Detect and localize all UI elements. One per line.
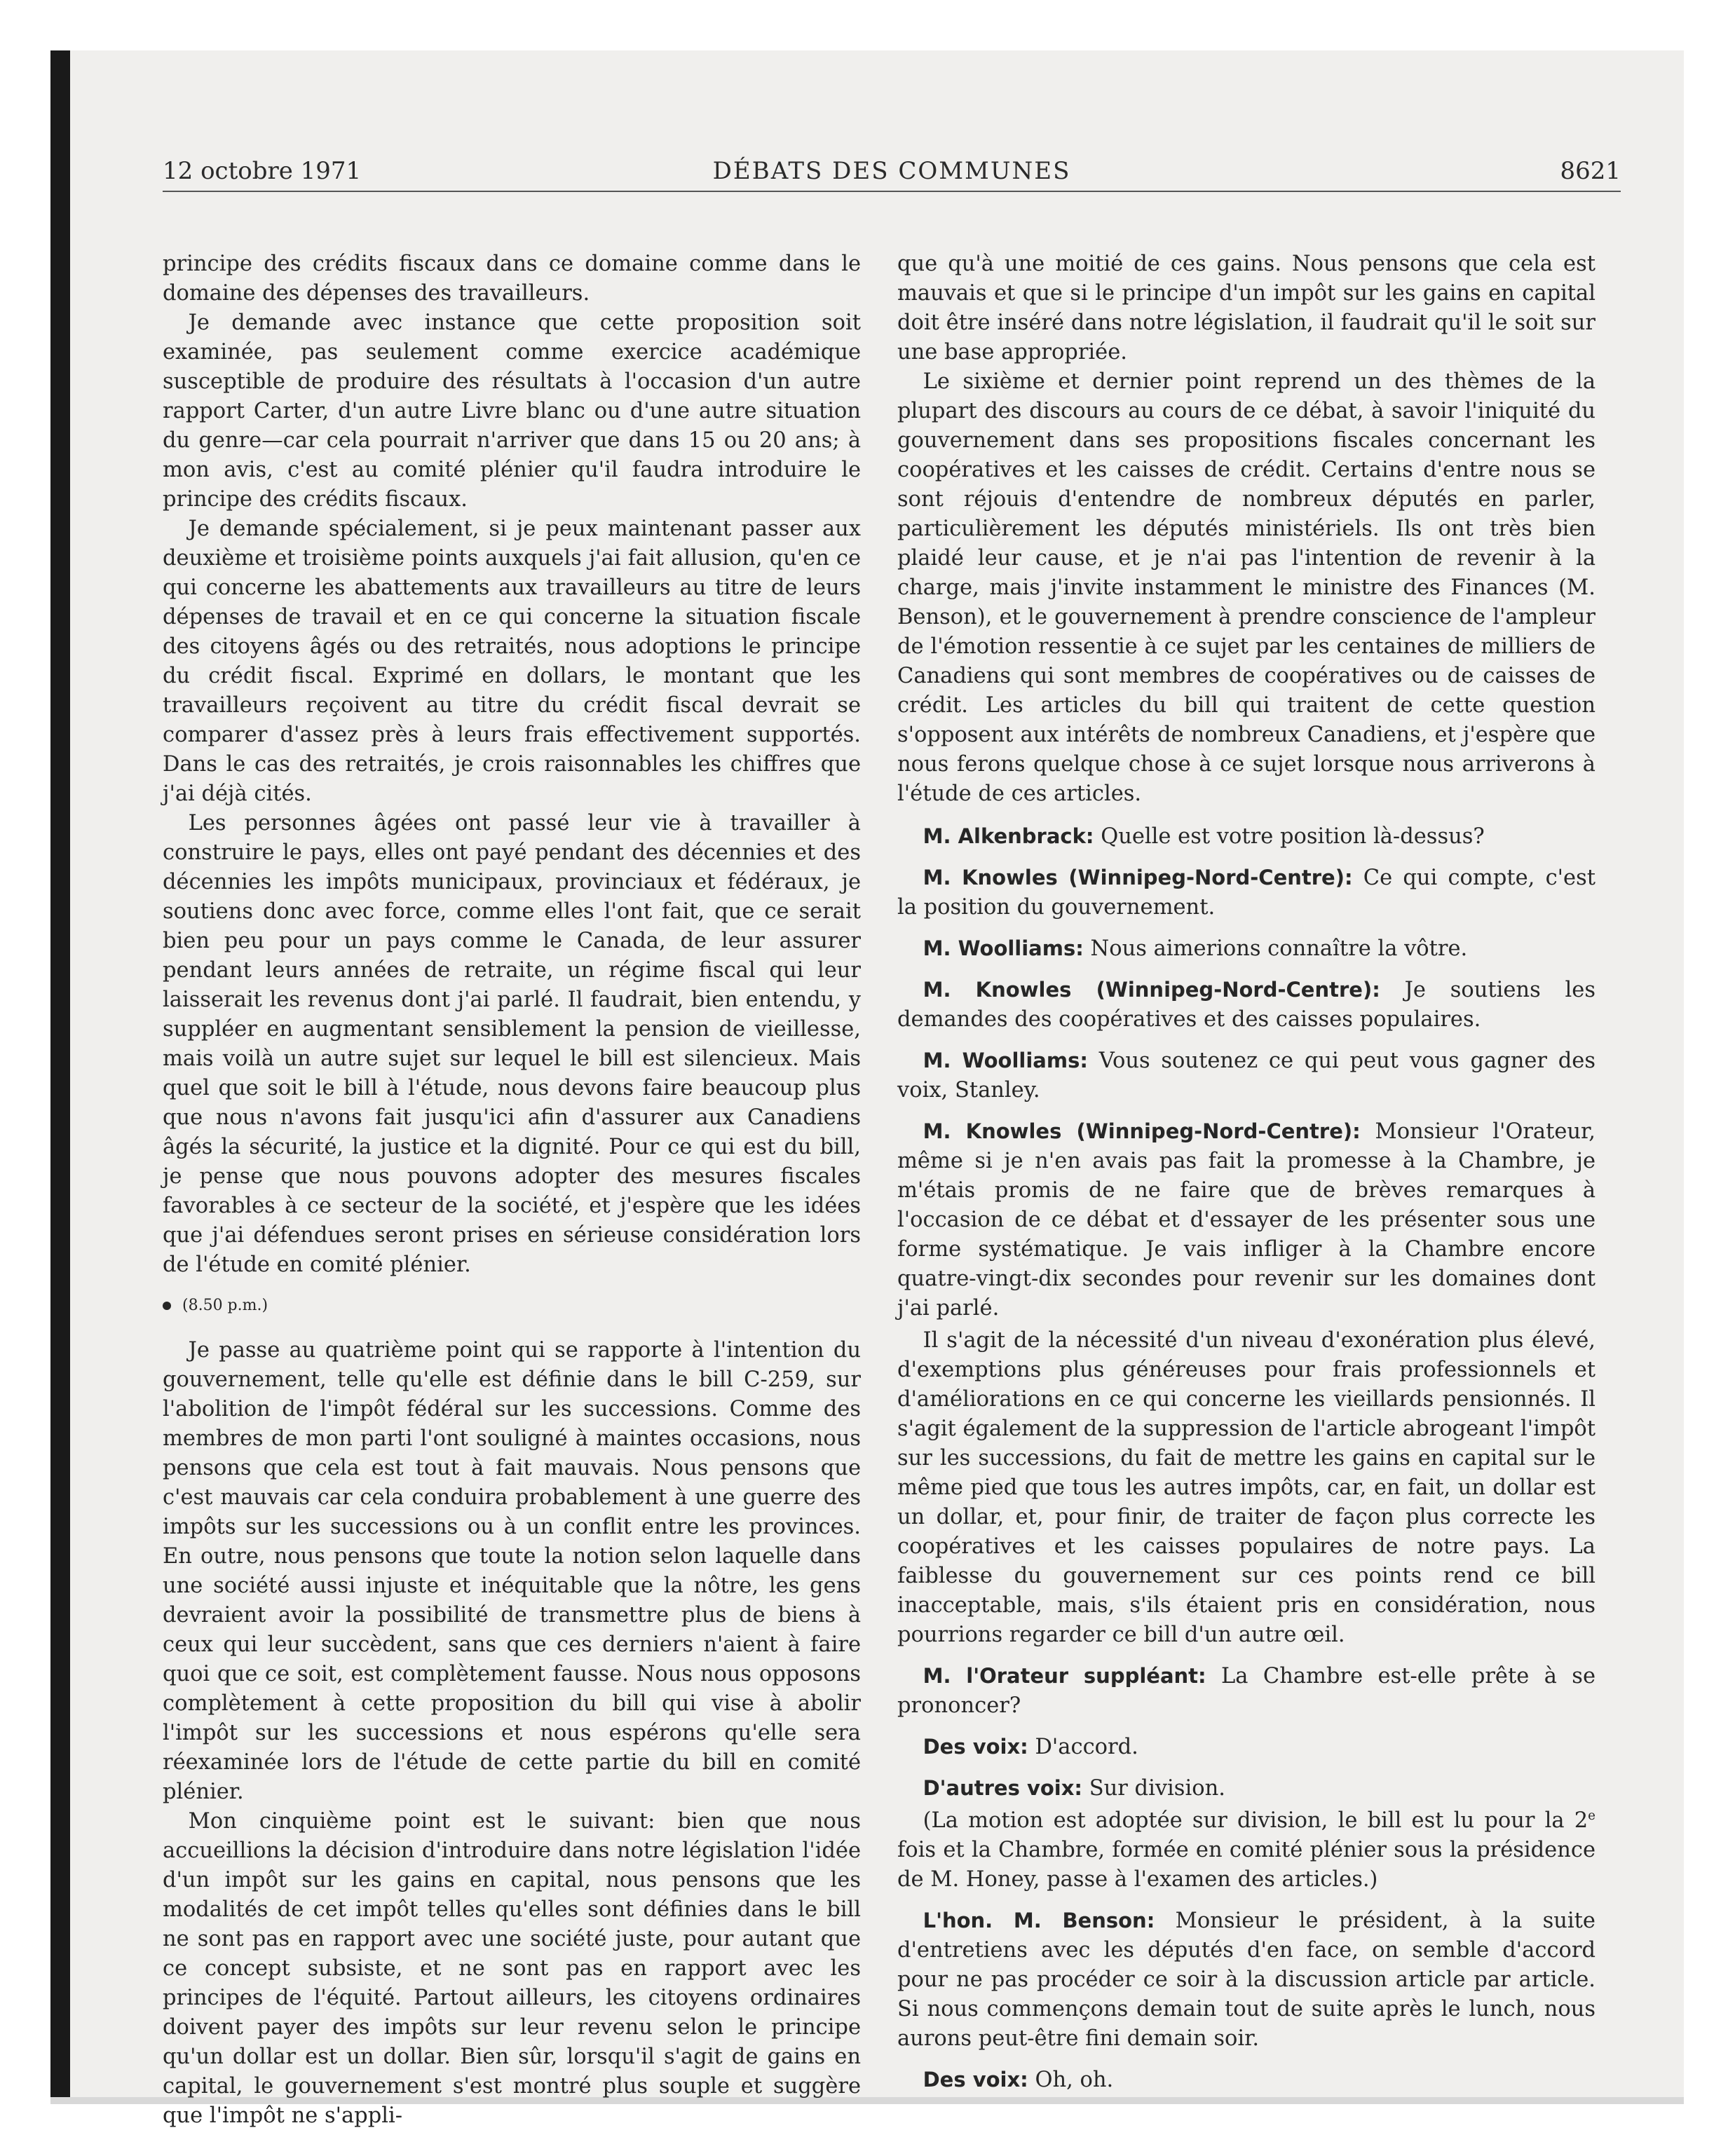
paragraph: Je demande spécialement, si je peux maintenant passer aux deuxième et troisième points auxquels j'ai fait allusion, qu'en ce qui concerne les abattements aux travailleurs au titre de leurs dépenses de travail et en ce qui concerne la situation fiscale des citoyens âgés ou des retraités, nous adoptions le principe du crédit fiscal. Exprimé en dollars, le montant que les travailleurs reçoivent au titre du crédit fiscal devrait se comparer d'assez près à leurs frais effectivement supportés. Dans le cas des retraités, je crois raisonnables les chiffres que j'ai déjà cités. (163, 517, 861, 806)
speech-entry (897, 821, 1595, 852)
speech-text: Quelle est votre position là-dessus? (1101, 824, 1485, 849)
speech-entry (897, 1773, 1595, 1803)
speech-entry (897, 1117, 1595, 1323)
timestamp-text: (8.50 p.m.) (182, 1297, 268, 1314)
paragraph: que qu'à une moitié de ces gains. Nous pensons que cela est mauvais et que si le principe d'un impôt sur les gains en capital doit être inséré dans notre législation, il faudrait qu'il le soit sur une base appropriée. (897, 252, 1595, 364)
speaker-name: M. Alkenbrack: (923, 824, 1094, 848)
speech-text: Monsieur le président, à la suite d'entretiens avec les députés d'en face, on semble d'accord pour ne pas procéder ce soir à la discussion article par article. Si nous commençons demain tout de suite après le lunch, nous aurons peut-être fini demain soir. (897, 1909, 1595, 2051)
paragraph: Je passe au quatrième point qui se rapporte à l'intention du gouvernement, telle qu'elle est définie dans le bill C-259, sur l'abolition de l'impôt fédéral sur les successions. Comme des membres de mon parti l'ont souligné à maintes occasions, nous pensons que cela est tout à fait mauvais. Nous pensons que c'est mauvais car cela conduira probablement à une guerre des impôts sur les successions ou à un conflit entre les provinces. En outre, nous pensons que toute la notion selon laquelle dans une société aussi injuste et inéquitable que la nôtre, les gens devraient avoir la possibilité de transmettre plus de biens à ceux qui leur succèdent, sans que ces derniers n'aient à faire quoi que ce soit, est complètement fausse. Nous nous opposons complètement à cette proposition du bill qui vise à abolir l'impôt sur les successions et nous espérons qu'elle sera réexaminée lors de l'étude de cette partie du bill en comité plénier. (163, 1338, 861, 1804)
speech-entry (897, 934, 1595, 964)
speaker-name: Des voix: (923, 2068, 1028, 2092)
speech-text: Oh, oh. (1035, 2068, 1114, 2092)
speaker-name: M. Knowles (Winnipeg-Nord-Centre): (923, 978, 1380, 1002)
paragraph: Mon cinquième point est le suivant: bien que nous accueillions la décision d'introduire dans notre législation l'idée d'un impôt sur les gains en capital, nous pensons que les modalités de cet impôt telles qu'elles sont définies dans le bill ne sont pas en rapport avec une société juste, pour autant que ce concept subsiste, et ne sont pas en rapport avec les principes de l'équité. Partout ailleurs, les citoyens ordinaires doivent payer des impôts sur leur revenu selon le principe qu'un dollar est un dollar. Bien sûr, lorsqu'il s'agit de gains en capital, le gouvernement s'est montré plus souple et suggère que l'impôt ne s'appli- (163, 1809, 861, 2128)
speaker-name: M. Knowles (Winnipeg-Nord-Centre): (923, 866, 1353, 889)
speech-text: Nous aimerions connaître la vôtre. (1090, 936, 1468, 961)
speaker-name: L'hon. M. Benson: (923, 1909, 1155, 1932)
page-number: 8621 (1560, 157, 1621, 185)
header-title: DÉBATS DES COMMUNES (712, 157, 1071, 185)
procedural-note (897, 1806, 1595, 1895)
speech-text: D'accord. (1035, 1735, 1138, 1759)
speaker-name: M. Woolliams: (923, 936, 1084, 960)
speech-entry (897, 2065, 1595, 2095)
speech-text: La Chambre est-elle prête à se prononcer? (897, 1664, 1595, 1718)
speaker-name: M. Knowles (Winnipeg-Nord-Centre): (923, 1119, 1361, 1143)
speech-entry (897, 1661, 1595, 1721)
speech-entry (897, 1906, 1595, 2054)
header-date: 12 octobre 1971 (163, 157, 362, 185)
paragraph: Les personnes âgées ont passé leur vie à travailler à construire le pays, elles ont payé pendant des décennies et des décennies les impôts municipaux, provinciaux et fédéraux, je soutiens donc avec force, comme elles l'ont fait, que ce serait bien peu pour un pays comme le Canada, de leur assurer pendant leurs années de retraite, un régime fiscal qui leur laisserait les revenus dont j'ai parlé. Il faudrait, bien entendu, y suppléer en augmentant sensiblement la pension de vieillesse, mais voilà un autre sujet sur lequel le bill est silencieux. Mais quel que soit le bill à l'étude, nous devons faire beaucoup plus que nous n'avons fait jusqu'ici afin d'assurer aux Canadiens âgés la sécurité, la justice et la dignité. Pour ce qui est du bill, je pense que nous pouvons adopter des mesures fiscales favorables à ce secteur de la société, et j'espère que les idées que j'ai défendues seront prises en sérieuse considération lors de l'étude en comité plénier. (163, 811, 861, 1277)
bullet-icon (163, 1302, 171, 1310)
speech-text: Vous soutenez ce qui peut vous gagner des voix, Stanley. (897, 1049, 1596, 1103)
speaker-name: M. Woolliams: (923, 1049, 1088, 1072)
timestamp (163, 1291, 861, 1321)
speaker-name: Des voix: (923, 1735, 1028, 1759)
speaker-name: D'autres voix: (923, 1776, 1083, 1800)
left-column (163, 250, 861, 2131)
right-column (897, 250, 1595, 2095)
speech-text: Ce qui compte, c'est la position du gouvernement. (897, 866, 1595, 920)
speech-entry (897, 1046, 1595, 1105)
paragraph: Le sixième et dernier point reprend un des thèmes de la plupart des discours au cours de ce débat, à savoir l'iniquité du gouvernement dans ses propositions fiscales concernant les coopératives et les caisses de crédit. Certains d'entre nous se sont réjouis d'entendre de nombreux députés en parler, particulièrement les députés ministériels. Ils ont très bien plaidé leur cause, et je n'ai pas l'intention de revenir à la charge, mais j'invite instamment le ministre des Finances (M. Benson), et le gouvernement à prendre conscience de l'ampleur de l'émotion ressentie à ce sujet par les centaines de milliers de Canadiens qui sont membres de coopératives ou de caisses de crédit. Les articles du bill qui traitent de cette question s'opposent aux intérêts de nombreux Canadiens, et j'espère que nous ferons quelque chose à ce sujet lorsque nous arriverons à l'étude de ces articles. (897, 369, 1595, 806)
speech-text: Sur division. (1089, 1776, 1225, 1801)
scan-edge (50, 50, 70, 2104)
paragraph: principe des crédits fiscaux dans ce domaine comme dans le domaine des dépenses des travailleurs. (163, 252, 861, 306)
paragraph: Il s'agit de la nécessité d'un niveau d'exonération plus élevé, d'exemptions plus généreuses pour frais professionnels et d'améliorations en ce qui concerne les vieillards pensionnés. Il s'agit également de la suppression de l'article abrogeant l'impôt sur les successions, du fait de mettre les gains en capital sur le même pied que tous les autres impôts, car, en fait, un dollar est un dollar, et, pour finir, de traiter de façon plus correcte les coopératives et les caisses populaires de notre pays. La faiblesse du gouvernement sur ces points rend ce bill inacceptable, mais, s'ils étaient pris en considération, nous pourrions regarder ce bill d'un autre œil. (897, 1328, 1595, 1647)
speech-entry (897, 863, 1595, 922)
paragraph: Je demande avec instance que cette proposition soit examinée, pas seulement comme exercice académique susceptible de produire des résultats à l'occasion d'un autre rapport Carter, d'un autre Livre blanc ou d'une autre situation du genre—car cela pourrait n'arriver que dans 15 ou 20 ans; à mon avis, c'est au comité plénier qu'il faudra introduire le principe des crédits fiscaux. (163, 311, 861, 512)
speech-text: Je soutiens les demandes des coopératives et des caisses populaires. (897, 978, 1595, 1032)
speaker-name: M. l'Orateur suppléant: (923, 1664, 1206, 1688)
running-header (163, 154, 1621, 192)
speech-entry (897, 975, 1595, 1035)
note-text: (La motion est adoptée sur division, le bill est lu pour la 2 (923, 1808, 1588, 1833)
ordinal-suffix: e (1588, 1808, 1595, 1823)
speech-entry (897, 1732, 1595, 1762)
note-text: fois et la Chambre, formée en comité plénier sous la présidence de M. Honey, passe à l'examen des articles.) (897, 1838, 1595, 1892)
speech-text: Monsieur l'Orateur, même si je n'en avais pas fait la promesse à la Chambre, je m'étais promis de ne faire que de brèves remarques à l'occasion de ce débat et d'essayer de les présenter sous une forme systématique. Je vais infliger à la Chambre encore quatre-vingt-dix secondes pour revenir sur les domaines dont j'ai parlé. (897, 1119, 1595, 1321)
